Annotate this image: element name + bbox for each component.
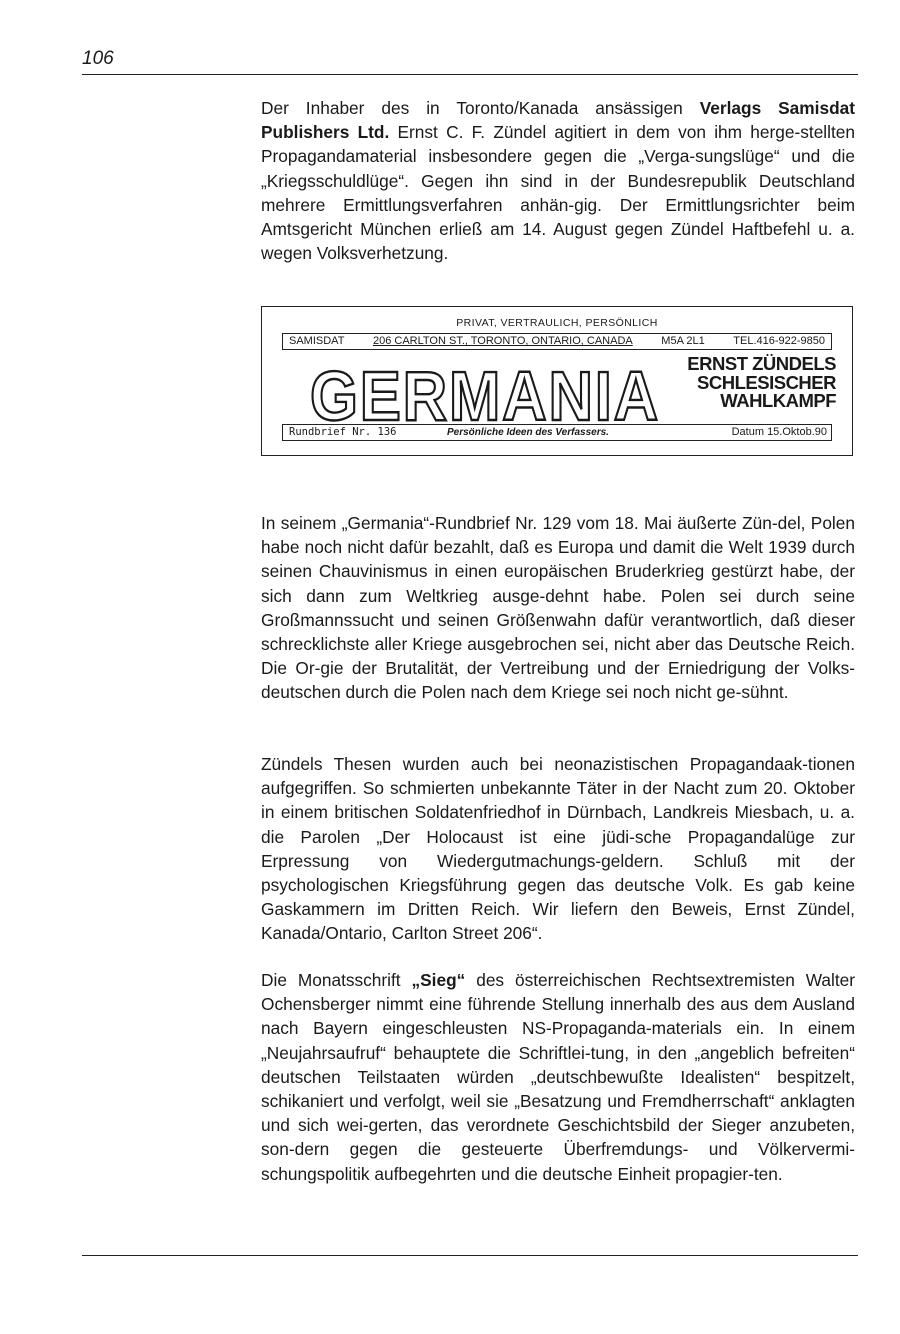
masthead-phone: TEL.416-922-9850 (733, 335, 825, 347)
footer-rule (82, 1255, 858, 1256)
masthead-address-bar (282, 333, 832, 350)
masthead-date: Datum 15.Oktob.90 (731, 426, 827, 438)
page-number: 106 (82, 48, 114, 69)
paragraph-zuendel-theses: Zündels Thesen wurden auch bei neonazistischen Propagandaak-tionen aufgegriffen. So schmierten unbekannte Täter in der Nacht zum 20. Oktober in einem britischen Soldatenfriedhof in Dürnbach, Landkreis Miesbach, u. a. die Parolen „Der Holocaust ist eine jüdi-sche Propagandalüge zur Erpressung von Wiedergutmachungs-geldern. Schluß mit der psychologischen Kriegsführung gegen das deutsche Volk. Es gab keine Gaskammern im Dritten Reich. Wir liefern den Beweis, Ernst Zündel, Kanada/Ontario, Carlton Street 206“. (261, 754, 855, 944)
masthead-confidential-line: PRIVAT, VERTRAULICH, PERSÖNLICH (456, 317, 658, 329)
publisher-name: Verlags Samisdat Publishers Ltd. (261, 98, 855, 143)
germania-logo (306, 362, 664, 428)
masthead-postal: M5A 2L1 (661, 335, 705, 347)
paragraph-1-body: Ernst C. F. Zündel agitiert in dem von ihm herge-stellten Propagandamaterial insbesondere gegen die „Verga-sungslüge“ und die „Kriegsschuldlüge“. Gegen ihn sind in der Bundesrepublik Deutschland mehrere Ermittlungsverfahren anhän-gig. Der Ermittlungsrichter beim Amtsgericht München erließ am 14. August gegen Zündel Haftbefehl u. a. wegen Volksverhetzung. (261, 122, 856, 264)
germania-masthead (261, 306, 853, 456)
header-rule (82, 74, 858, 75)
logo-lettering: GERMANIA (310, 362, 660, 428)
masthead-address: 206 CARLTON ST., TORONTO, ONTARIO, CANADA (372, 335, 633, 347)
masthead-info-bar (282, 424, 832, 441)
masthead-title-line-3: WAHLKAMPF (720, 390, 836, 411)
masthead-title-block (676, 355, 836, 411)
masthead-rundbrief-number: Rundbrief Nr. 136 (289, 426, 397, 438)
paragraph-4-body: des österreichischen Rechtsextremisten Walter Ochensberger nimmt eine führende Stellung innerhalb des aus dem Ausland nach Bayern eingeschleusten NS-Propaganda-materials ein. In einem „Neujahrsaufruf“ behauptete die Schriftlei-tung, in den „angeblich befreiten“ deutschen Teilstaaten würden „deutschbewußte Idealisten“ bespitzelt, schikaniert und verfolgt, weil sie „Besatzung und Fremdherrschaft“ anklagten und sich wei-gerten, das verordnete Geschichtsbild der Sieger anzubeten, son-dern gegen die gesteuerte Überfremdungs- und Völkervermi-schungspolitik aufbegehrten und die deutsche Einheit propagier-ten. (261, 970, 855, 1184)
masthead-title-line-1: ERNST ZÜNDELS (687, 353, 836, 374)
paragraph-sieg-monthly (261, 968, 855, 1186)
paragraph-samisdat (261, 96, 855, 265)
masthead-ideas-note: Persönliche Ideen des Verfassers. (447, 427, 609, 438)
masthead-title-line-2: SCHLESISCHER (697, 371, 836, 393)
magazine-name: „Sieg“ (411, 970, 466, 990)
paragraph-4-intro: Die Monatsschrift (261, 970, 412, 990)
paragraph-1-intro: Der Inhaber des in Toronto/Kanada ansässigen (261, 98, 700, 118)
paragraph-germania-rundbrief: In seinem „Germania“-Rundbrief Nr. 129 vom 18. Mai äußerte Zün-del, Polen habe noch nicht dafür bezahlt, daß es Europa und damit die Welt 1939 durch seinen Chauvinismus in einen europäischen Bruderkrieg gestürzt habe, der sich dann zum Weltkrieg ausge-dehnt habe. Polen sei durch seine Großmannssucht und seinen Größenwahn dafür verantwortlich, daß dieser schrecklichste aller Kriege ausgebrochen sei, nicht aber das Deutsche Reich. Die Or-gie der Brutalität, der Vertreibung und der Erniedrigung der Volks-deutschen durch die Polen nach dem Kriege sei noch nicht ge-sühnt. (261, 513, 855, 703)
masthead-publisher: SAMISDAT (289, 335, 345, 347)
